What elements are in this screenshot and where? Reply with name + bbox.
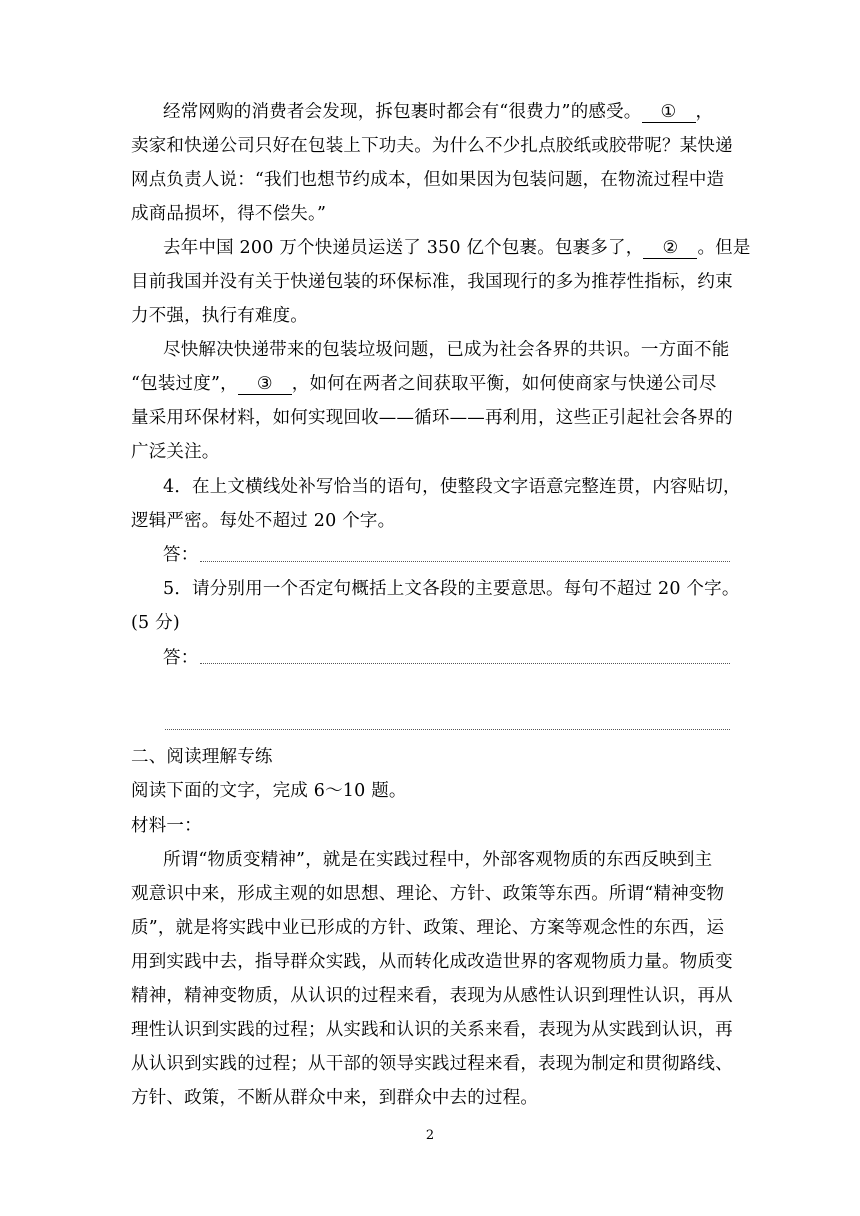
- p1-line-2: 卖家和快递公司只好在包装上下功夫。为什么不少扎点胶纸或胶带呢？某快递: [131, 136, 733, 156]
- p3-text: ，如何在两者之间获取平衡，如何使商家与快递公司尽: [291, 374, 717, 394]
- q5-line-2: (5 分): [131, 613, 180, 633]
- material-line: 观意识中来，形成主观的如思想、理论、方针、政策等东西。所谓“精神变物: [131, 884, 725, 904]
- p2-line-3: 力不强，执行有难度。: [131, 306, 308, 326]
- blank-2: ②: [643, 238, 697, 259]
- blank-3: ③: [238, 374, 292, 395]
- p3-text: “包装过度”，: [131, 374, 238, 394]
- q5-line-1: 5．请分别用一个否定句概括上文各段的主要意思。每句不超过 20 个字。: [163, 579, 740, 599]
- p3-line-3: 量采用环保材料，如何实现回收——循环——再利用，这些正引起社会各界的: [131, 408, 733, 428]
- p2-line-2: 目前我国并没有关于快递包装的环保标准，我国现行的多为推荐性指标，约束: [131, 272, 733, 292]
- material-1-label: 材料一：: [131, 816, 202, 836]
- p1-line-4: 成商品损坏，得不偿失。”: [131, 204, 327, 224]
- material-line: 方针、政策，不断从群众中来，到群众中去的过程。: [131, 1088, 539, 1108]
- material-line: 精神，精神变物质，从认识的过程来看，表现为从感性认识到理性认识，再从: [131, 986, 733, 1006]
- q4-answer-label: 答：: [163, 545, 199, 565]
- material-line: 理性认识到实践的过程；从实践和认识的关系来看，表现为从实践到认识，再: [131, 1020, 733, 1040]
- blank-1: ①: [642, 102, 696, 123]
- p2-text: 。但是: [697, 238, 751, 258]
- page-number: 2: [425, 1128, 435, 1143]
- q4-line-2: 逻辑严密。每处不超过 20 个字。: [131, 511, 396, 531]
- section-2-instruction: 阅读下面的文字，完成 6～10 题。: [131, 781, 407, 801]
- material-line: 所谓“物质变精神”，就是在实践过程中，外部客观物质的东西反映到主: [163, 850, 713, 870]
- material-line: 用到实践中去，指导群众实践，从而转化成改造世界的客观物质力量。物质变: [131, 952, 733, 972]
- material-line: 质”，就是将实践中业已形成的方针、政策、理论、方案等观念性的东西，运: [131, 918, 725, 938]
- q5-answer-label: 答：: [163, 648, 199, 668]
- p2-line-1: [163, 237, 751, 259]
- p1-line-3: 网点负责人说：“我们也想节约成本，但如果因为包装问题，在物流过程中造: [131, 170, 725, 190]
- q5-answer-line[interactable]: [200, 663, 730, 664]
- p1-line-1: [163, 101, 713, 123]
- p3-line-1: 尽快解决快递带来的包装垃圾问题，已成为社会各界的共识。一方面不能: [163, 340, 730, 360]
- p3-line-2: [131, 373, 717, 395]
- p3-line-4: 广泛关注。: [131, 442, 220, 462]
- q4-line-1: 4．在上文横线处补写恰当的语句，使整段文字语意完整连贯，内容贴切，: [163, 477, 741, 497]
- q4-answer-line[interactable]: [200, 561, 730, 562]
- p2-text: 去年中国 200 万个快递员运送了 350 亿个包裹。包裹多了，: [163, 238, 644, 258]
- material-line: 从认识到实践的过程；从干部的领导实践过程来看，表现为制定和贯彻路线、: [131, 1054, 733, 1074]
- p1-text: ，: [695, 102, 714, 122]
- q5-answer-line-2[interactable]: [165, 729, 730, 730]
- section-2-title: 二、阅读理解专练: [131, 747, 273, 767]
- p1-text: 经常网购的消费者会发现，拆包裹时都会有“很费力”的感受。: [163, 102, 642, 122]
